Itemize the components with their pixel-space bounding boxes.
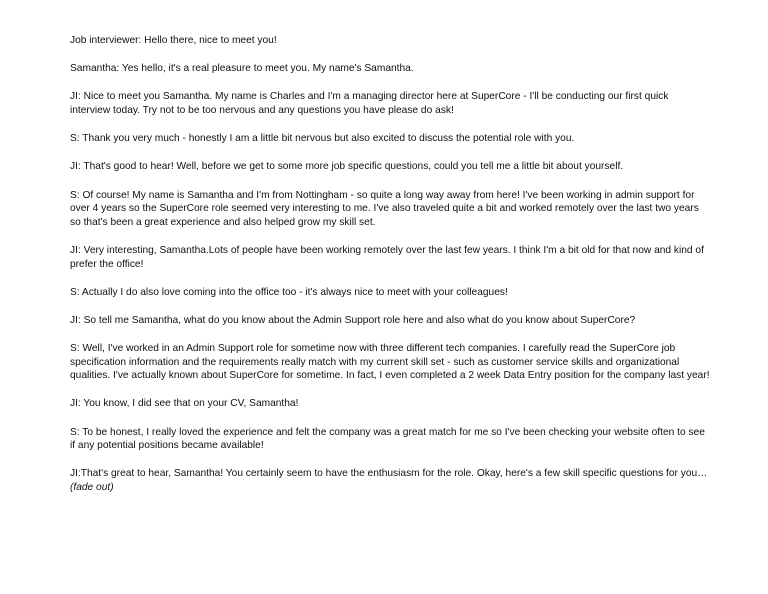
transcript-line: JI: Very interesting, Samantha.Lots of people have been working remotely over the last few years. I think I'm a bit old for that now and kind of prefer the office!: [70, 244, 704, 270]
transcript-last-line: [70, 467, 710, 494]
fade-out-note: (fade out): [70, 482, 114, 493]
transcript-document: [70, 34, 710, 509]
transcript-line: JI: That's good to hear! Well, before we get to some more job specific questions, could you tell me a little bit about yourself.: [70, 161, 624, 173]
transcript-line: S: Actually I do also love coming into the office too - it's always nice to meet with your colleagues!: [70, 286, 508, 298]
transcript-line: Job interviewer: Hello there, nice to meet you!: [70, 35, 277, 46]
transcript-line: S: To be honest, I really loved the experience and felt the company was a great match for me so I've been checking your website often to see if any potential positions became available!: [70, 426, 705, 452]
transcript-line: Samantha: Yes hello, it's a real pleasure to meet you. My name's Samantha.: [70, 63, 414, 75]
transcript-line: JI: Nice to meet you Samantha. My name is Charles and I'm a managing director here at SuperCore - I'll be conducting our first quick interview today. Try not to be too nervous and any questions you have please do ask!: [70, 91, 669, 116]
transcript-line: S: Thank you very much - honestly I am a little bit nervous but also excited to discuss the potential role with you.: [70, 133, 575, 145]
transcript-line: S: Well, I've worked in an Admin Support role for sometime now with three different tech companies. I carefully read the SuperCore job specification information and the requirements really match with my current skill set - such as customer service skills and organizational qualities. I've actually known about SuperCore for sometime. In fact, I even completed a 2 week Data Entry position for the company last year!: [70, 343, 710, 382]
transcript-line: S: Of course! My name is Samantha and I'm from Nottingham - so quite a long way away from here! I've been working in admin support for over 4 years so the SuperCore role seemed very interesting to me. I've also traveled quite a bit and worked remotely over the last two years so that's been a great experience and also helped grow my skill set.: [70, 189, 699, 228]
transcript-line: JI: So tell me Samantha, what do you know about the Admin Support role here and also what do you know about SuperCore?: [70, 314, 636, 326]
transcript-last-line-text: JI:That's great to hear, Samantha! You certainly seem to have the enthusiasm for the role. Okay, here's a few skill specific questions for you…: [70, 468, 708, 480]
transcript-line: JI: You know, I did see that on your CV, Samantha!: [70, 398, 299, 410]
